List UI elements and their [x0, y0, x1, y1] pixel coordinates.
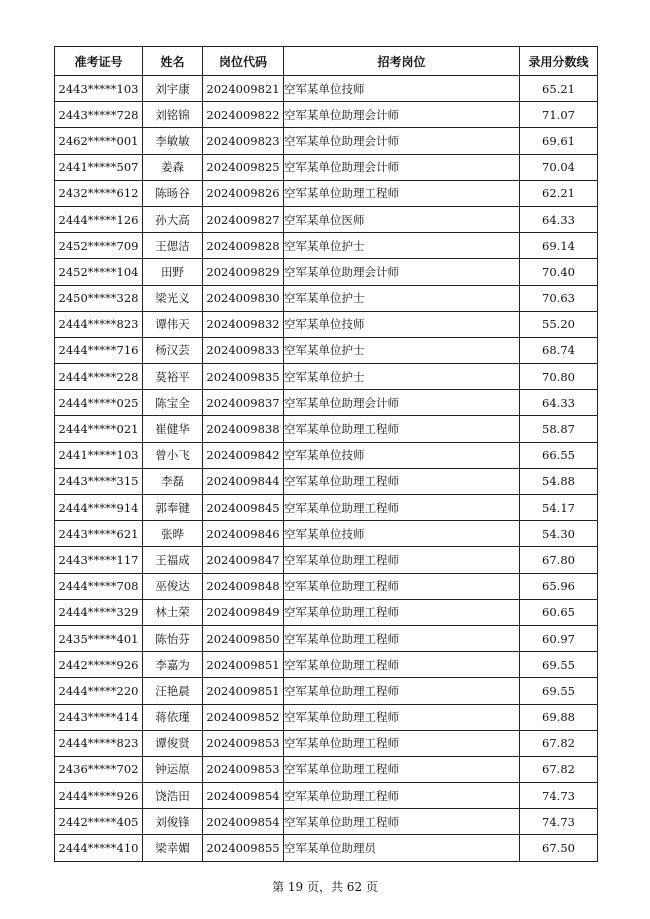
cell-cutoff-score: 74.73 [520, 809, 598, 835]
cell-position: 空军某单位护士 [284, 285, 520, 311]
cell-cutoff-score: 69.55 [520, 652, 598, 678]
cell-exam-id: 2444*****220 [55, 678, 143, 704]
table-row [55, 128, 598, 154]
cell-position: 空军某单位助理工程师 [284, 704, 520, 730]
cell-exam-id: 2432*****612 [55, 180, 143, 206]
cell-cutoff-score: 65.21 [520, 76, 598, 102]
cell-position-code: 2024009822 [203, 102, 284, 128]
table-row [55, 573, 598, 599]
cell-cutoff-score: 67.82 [520, 730, 598, 756]
cell-position: 空军某单位助理工程师 [284, 809, 520, 835]
cell-position-code: 2024009852 [203, 704, 284, 730]
cell-exam-id: 2462*****001 [55, 128, 143, 154]
cell-cutoff-score: 70.04 [520, 154, 598, 180]
cell-cutoff-score: 67.80 [520, 547, 598, 573]
cell-name: 杨汉芸 [143, 337, 203, 363]
cell-name: 姜森 [143, 154, 203, 180]
cell-exam-id: 2444*****021 [55, 416, 143, 442]
table-row [55, 547, 598, 573]
cell-name: 莫裕平 [143, 364, 203, 390]
cell-position: 空军某单位助理工程师 [284, 730, 520, 756]
cell-cutoff-score: 71.07 [520, 102, 598, 128]
cell-exam-id: 2452*****104 [55, 259, 143, 285]
cell-position: 空军某单位助理会计师 [284, 259, 520, 285]
cell-cutoff-score: 66.55 [520, 442, 598, 468]
cell-name: 郭奉键 [143, 495, 203, 521]
cell-cutoff-score: 64.33 [520, 390, 598, 416]
cell-position: 空军某单位护士 [284, 233, 520, 259]
cell-cutoff-score: 69.88 [520, 704, 598, 730]
table-row [55, 678, 598, 704]
table-row [55, 756, 598, 782]
cell-position: 空军某单位技师 [284, 76, 520, 102]
cell-position-code: 2024009842 [203, 442, 284, 468]
cell-cutoff-score: 69.55 [520, 678, 598, 704]
cell-name: 李嘉为 [143, 652, 203, 678]
cell-position: 空军某单位助理员 [284, 835, 520, 861]
cell-exam-id: 2441*****103 [55, 442, 143, 468]
cell-name: 谭伟天 [143, 311, 203, 337]
cell-position-code: 2024009847 [203, 547, 284, 573]
cell-name: 李敏敏 [143, 128, 203, 154]
table-row [55, 416, 598, 442]
cell-exam-id: 2443*****414 [55, 704, 143, 730]
cell-position-code: 2024009844 [203, 468, 284, 494]
cell-position-code: 2024009853 [203, 756, 284, 782]
cell-exam-id: 2444*****025 [55, 390, 143, 416]
cell-position-code: 2024009832 [203, 311, 284, 337]
cell-cutoff-score: 68.74 [520, 337, 598, 363]
cell-position: 空军某单位助理工程师 [284, 599, 520, 625]
cell-cutoff-score: 69.14 [520, 233, 598, 259]
table-row [55, 206, 598, 232]
cell-cutoff-score: 64.33 [520, 206, 598, 232]
table-row [55, 364, 598, 390]
header-position: 招考岗位 [284, 47, 520, 76]
header-cutoff-score: 录用分数线 [520, 47, 598, 76]
cell-position: 空军某单位技师 [284, 521, 520, 547]
cell-cutoff-score: 58.87 [520, 416, 598, 442]
cell-position: 空军某单位助理工程师 [284, 625, 520, 651]
cell-position: 空军某单位护士 [284, 337, 520, 363]
table-row [55, 285, 598, 311]
table-body [55, 76, 598, 862]
table-row [55, 704, 598, 730]
cell-name: 张晔 [143, 521, 203, 547]
header-name: 姓名 [143, 47, 203, 76]
cell-position-code: 2024009829 [203, 259, 284, 285]
table-row [55, 625, 598, 651]
cell-exam-id: 2452*****709 [55, 233, 143, 259]
cell-position-code: 2024009827 [203, 206, 284, 232]
cell-exam-id: 2444*****823 [55, 730, 143, 756]
cell-exam-id: 2436*****702 [55, 756, 143, 782]
cell-position-code: 2024009845 [203, 495, 284, 521]
cell-position: 空军某单位助理会计师 [284, 390, 520, 416]
table-row [55, 337, 598, 363]
cell-position-code: 2024009851 [203, 652, 284, 678]
cell-cutoff-score: 70.40 [520, 259, 598, 285]
cell-cutoff-score: 69.61 [520, 128, 598, 154]
cell-position-code: 2024009854 [203, 783, 284, 809]
header-position-code: 岗位代码 [203, 47, 284, 76]
cell-position: 空军某单位助理工程师 [284, 652, 520, 678]
cell-exam-id: 2444*****823 [55, 311, 143, 337]
cell-position: 空军某单位助理工程师 [284, 573, 520, 599]
cell-cutoff-score: 65.96 [520, 573, 598, 599]
cell-name: 崔健华 [143, 416, 203, 442]
cell-cutoff-score: 55.20 [520, 311, 598, 337]
cell-cutoff-score: 62.21 [520, 180, 598, 206]
cell-cutoff-score: 70.80 [520, 364, 598, 390]
table-row [55, 233, 598, 259]
cell-position-code: 2024009854 [203, 809, 284, 835]
cell-cutoff-score: 54.17 [520, 495, 598, 521]
cell-exam-id: 2444*****708 [55, 573, 143, 599]
cell-position-code: 2024009823 [203, 128, 284, 154]
cell-cutoff-score: 70.63 [520, 285, 598, 311]
cell-name: 刘俊锋 [143, 809, 203, 835]
table-row [55, 599, 598, 625]
table-row [55, 442, 598, 468]
table-row [55, 835, 598, 861]
cell-position-code: 2024009846 [203, 521, 284, 547]
cell-exam-id: 2444*****926 [55, 783, 143, 809]
cell-position: 空军某单位助理工程师 [284, 180, 520, 206]
cell-position-code: 2024009833 [203, 337, 284, 363]
cell-name: 林土荣 [143, 599, 203, 625]
cell-position: 空军某单位助理工程师 [284, 756, 520, 782]
cell-position: 空军某单位助理工程师 [284, 678, 520, 704]
cell-position: 空军某单位助理会计师 [284, 154, 520, 180]
cell-name: 刘铭锦 [143, 102, 203, 128]
cell-exam-id: 2443*****103 [55, 76, 143, 102]
cell-name: 钟运原 [143, 756, 203, 782]
cell-name: 陈旸谷 [143, 180, 203, 206]
cell-name: 王福成 [143, 547, 203, 573]
cell-position-code: 2024009835 [203, 364, 284, 390]
cell-position-code: 2024009838 [203, 416, 284, 442]
cell-exam-id: 2443*****621 [55, 521, 143, 547]
cell-position: 空军某单位医师 [284, 206, 520, 232]
cell-exam-id: 2444*****914 [55, 495, 143, 521]
cell-name: 李磊 [143, 468, 203, 494]
table-row [55, 154, 598, 180]
cell-position: 空军某单位助理工程师 [284, 783, 520, 809]
page-number: 第 19 页，共 62 页 [272, 880, 378, 894]
cell-exam-id: 2435*****401 [55, 625, 143, 651]
cell-position-code: 2024009853 [203, 730, 284, 756]
cell-exam-id: 2442*****405 [55, 809, 143, 835]
cell-cutoff-score: 60.97 [520, 625, 598, 651]
table-row [55, 495, 598, 521]
cell-name: 谭俊贤 [143, 730, 203, 756]
cell-position-code: 2024009828 [203, 233, 284, 259]
cell-exam-id: 2444*****410 [55, 835, 143, 861]
cell-name: 梁光义 [143, 285, 203, 311]
cell-position-code: 2024009851 [203, 678, 284, 704]
cell-position-code: 2024009837 [203, 390, 284, 416]
cell-name: 孙大高 [143, 206, 203, 232]
cell-cutoff-score: 54.88 [520, 468, 598, 494]
cell-cutoff-score: 74.73 [520, 783, 598, 809]
cell-cutoff-score: 67.82 [520, 756, 598, 782]
cell-exam-id: 2443*****315 [55, 468, 143, 494]
cell-name: 陈怡芬 [143, 625, 203, 651]
table-row [55, 76, 598, 102]
table-row [55, 390, 598, 416]
results-table [54, 46, 598, 862]
cell-position-code: 2024009821 [203, 76, 284, 102]
cell-position-code: 2024009855 [203, 835, 284, 861]
header-exam-id: 准考证号 [55, 47, 143, 76]
cell-position: 空军某单位助理会计师 [284, 102, 520, 128]
cell-exam-id: 2441*****507 [55, 154, 143, 180]
table-header-row [55, 47, 598, 76]
cell-position-code: 2024009825 [203, 154, 284, 180]
cell-name: 饶浩田 [143, 783, 203, 809]
table-row [55, 809, 598, 835]
table-row [55, 180, 598, 206]
cell-exam-id: 2444*****126 [55, 206, 143, 232]
cell-name: 梁幸媚 [143, 835, 203, 861]
cell-position: 空军某单位技师 [284, 311, 520, 337]
cell-name: 巫俊达 [143, 573, 203, 599]
cell-position-code: 2024009849 [203, 599, 284, 625]
cell-position-code: 2024009848 [203, 573, 284, 599]
cell-position: 空军某单位助理工程师 [284, 468, 520, 494]
table-row [55, 521, 598, 547]
table-row [55, 311, 598, 337]
cell-position: 空军某单位助理会计师 [284, 128, 520, 154]
cell-position-code: 2024009826 [203, 180, 284, 206]
cell-position-code: 2024009850 [203, 625, 284, 651]
cell-name: 王偲洁 [143, 233, 203, 259]
cell-position-code: 2024009830 [203, 285, 284, 311]
table-row [55, 468, 598, 494]
cell-cutoff-score: 54.30 [520, 521, 598, 547]
cell-name: 曾小飞 [143, 442, 203, 468]
table-row [55, 259, 598, 285]
cell-exam-id: 2444*****329 [55, 599, 143, 625]
cell-cutoff-score: 67.50 [520, 835, 598, 861]
cell-name: 陈宝全 [143, 390, 203, 416]
cell-exam-id: 2442*****926 [55, 652, 143, 678]
cell-cutoff-score: 60.65 [520, 599, 598, 625]
table-row [55, 730, 598, 756]
cell-position: 空军某单位助理工程师 [284, 547, 520, 573]
cell-name: 蒋依瑾 [143, 704, 203, 730]
table-row [55, 783, 598, 809]
cell-position: 空军某单位技师 [284, 442, 520, 468]
cell-exam-id: 2443*****117 [55, 547, 143, 573]
cell-position: 空军某单位助理工程师 [284, 495, 520, 521]
cell-position: 空军某单位护士 [284, 364, 520, 390]
cell-exam-id: 2444*****716 [55, 337, 143, 363]
cell-exam-id: 2450*****328 [55, 285, 143, 311]
cell-position: 空军某单位助理工程师 [284, 416, 520, 442]
cell-name: 刘宇康 [143, 76, 203, 102]
cell-name: 汪艳晨 [143, 678, 203, 704]
table-row [55, 102, 598, 128]
table-row [55, 652, 598, 678]
cell-name: 田野 [143, 259, 203, 285]
cell-exam-id: 2444*****228 [55, 364, 143, 390]
cell-exam-id: 2443*****728 [55, 102, 143, 128]
